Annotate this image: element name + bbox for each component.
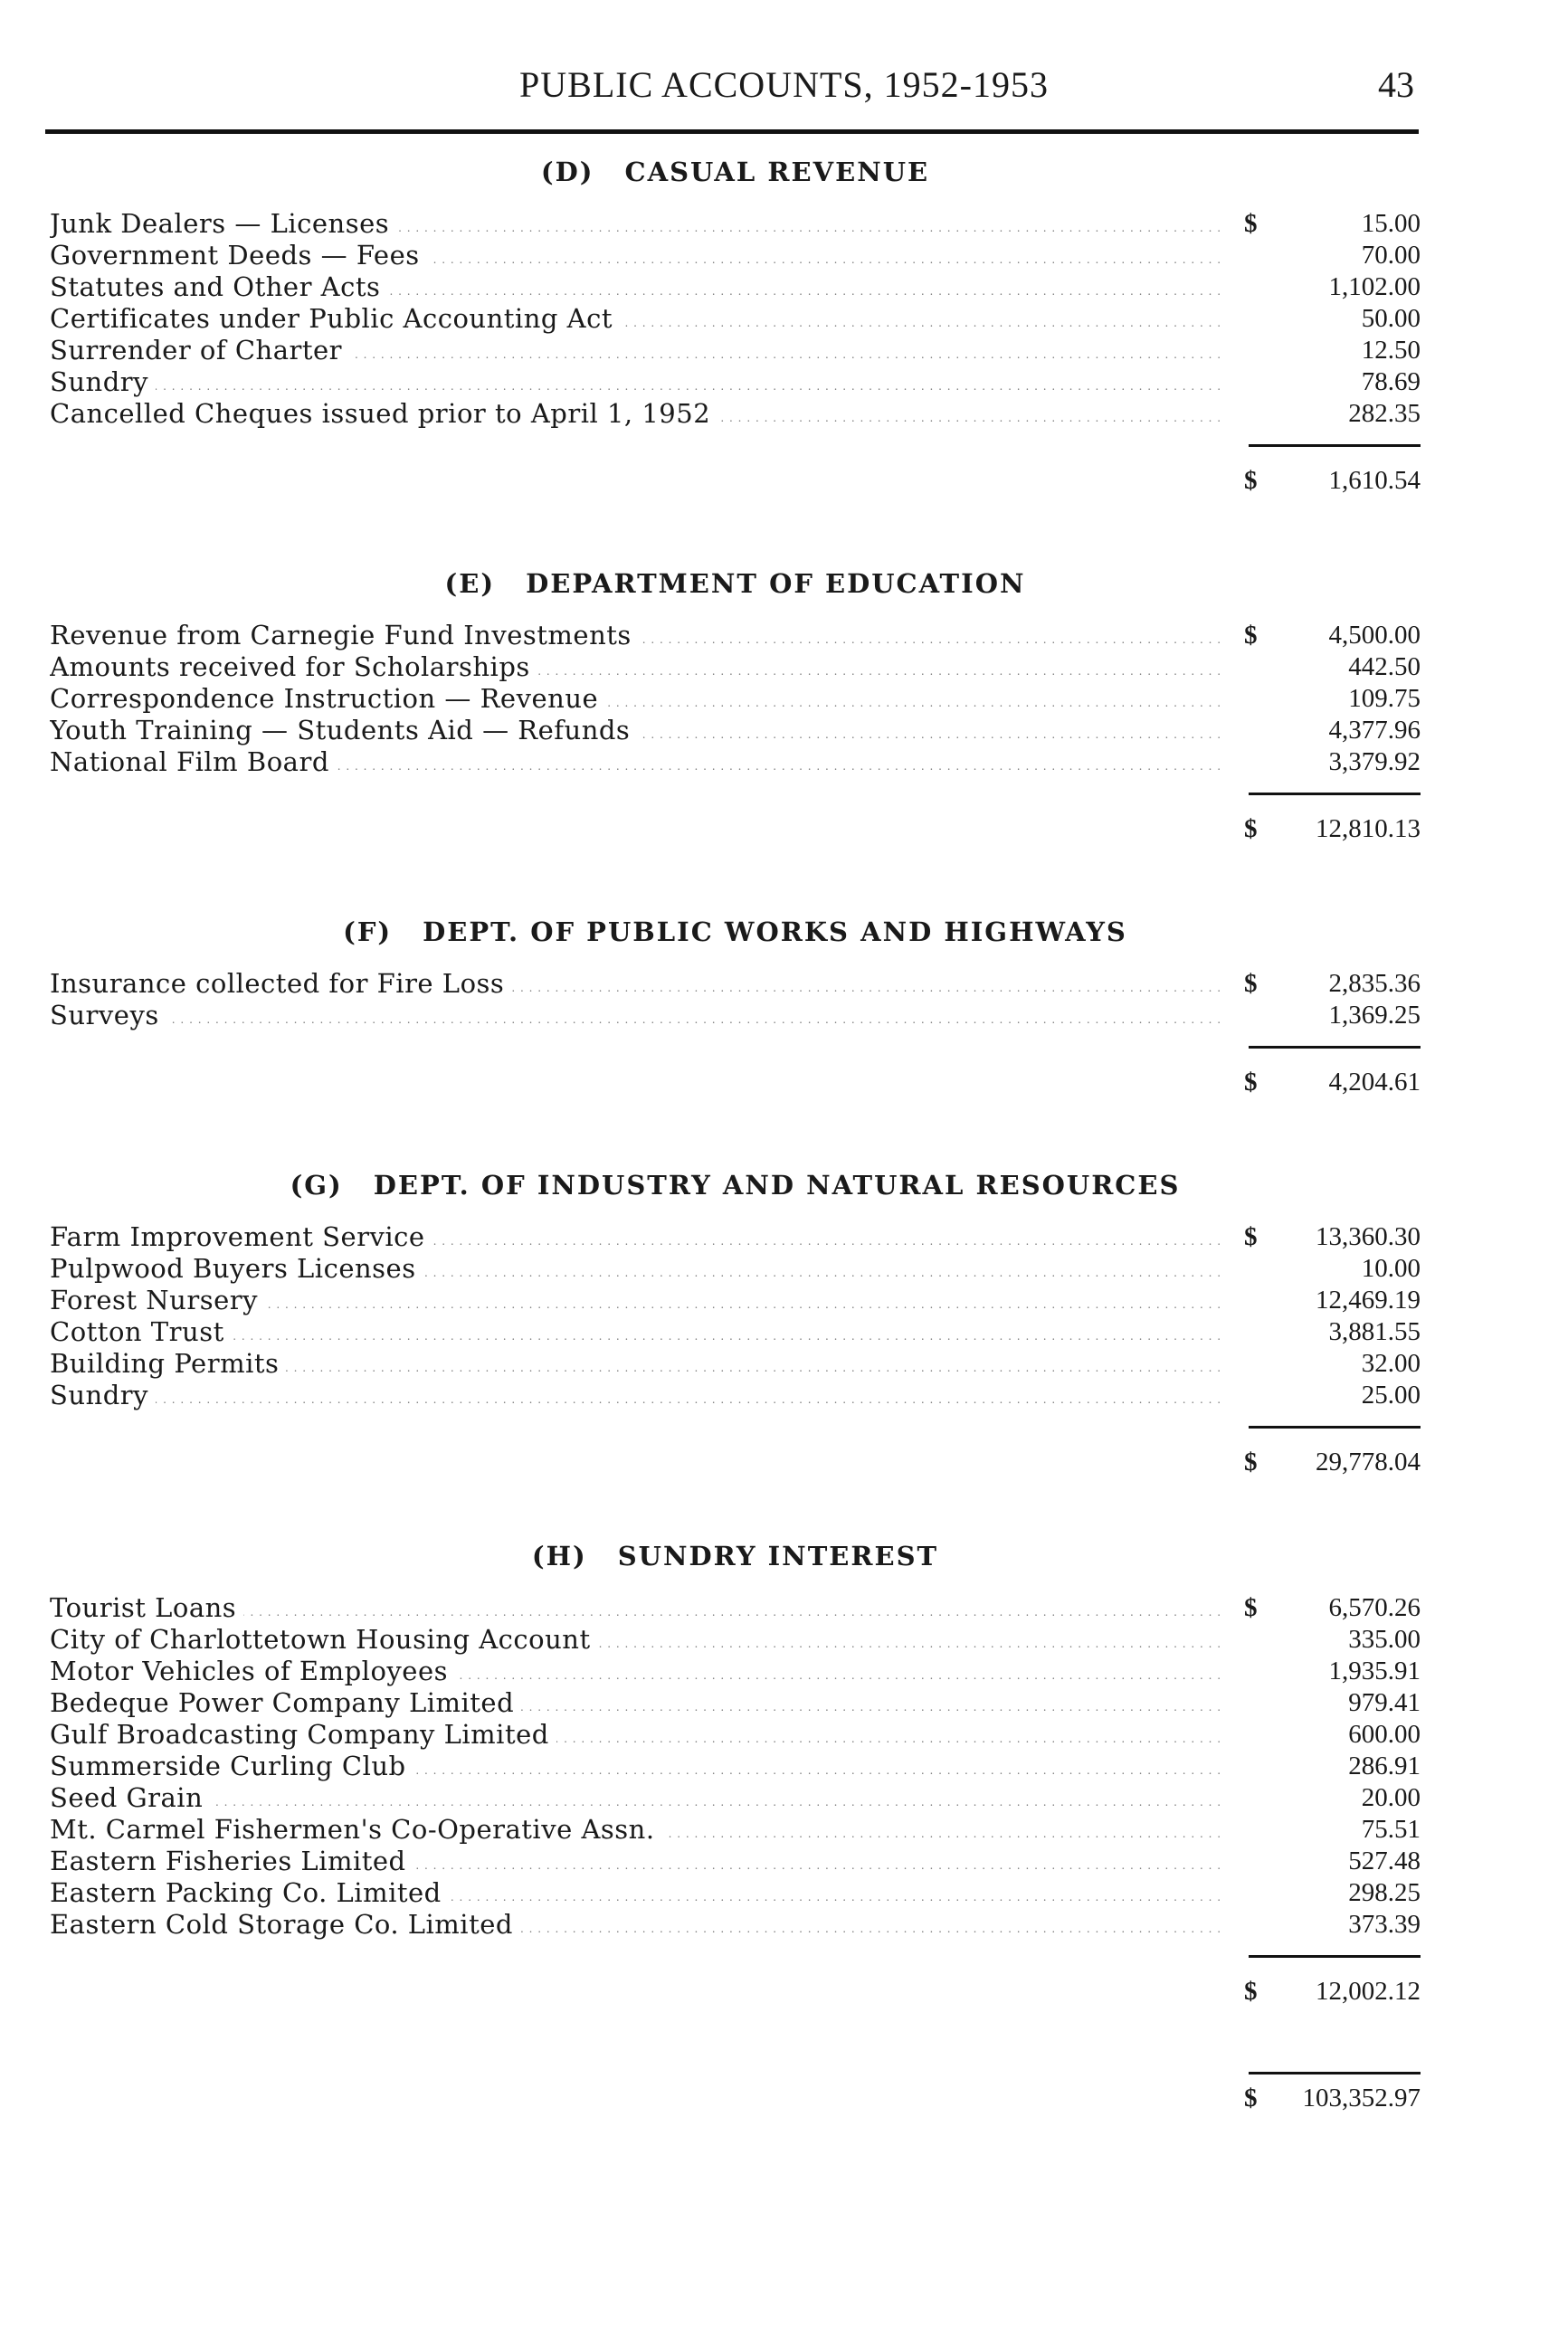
table-row bbox=[50, 208, 1421, 240]
section-heading: CASUAL REVENUE bbox=[624, 157, 930, 187]
table-row bbox=[50, 1348, 1421, 1380]
row-label: Forest Nursery bbox=[50, 1285, 265, 1315]
row-amount: 75.51 bbox=[1361, 1815, 1421, 1844]
grand-total-row bbox=[50, 2072, 1421, 2112]
table-row bbox=[50, 1751, 1421, 1782]
row-amount: 10.00 bbox=[1361, 1254, 1421, 1283]
row-label-container bbox=[50, 1814, 1221, 1846]
row-currency: $ bbox=[1244, 1593, 1258, 1622]
subtotal-row bbox=[50, 1447, 1421, 1486]
row-label: Sundry bbox=[50, 366, 156, 397]
section-title bbox=[50, 1538, 1421, 1592]
table-row bbox=[50, 1687, 1421, 1719]
row-label: Surveys bbox=[50, 1000, 166, 1030]
row-label-container bbox=[50, 1909, 1221, 1941]
row-currency: $ bbox=[1244, 621, 1258, 650]
row-label: Government Deeds — Fees bbox=[50, 240, 427, 271]
subtotal-amount: 29,778.04 bbox=[1316, 1448, 1421, 1476]
table-row bbox=[50, 1909, 1421, 1941]
table-row bbox=[50, 1814, 1421, 1846]
row-label-container bbox=[50, 683, 1221, 715]
subtotal-rule bbox=[1249, 444, 1421, 447]
row-label: Bedeque Power Company Limited bbox=[50, 1687, 521, 1718]
table-row bbox=[50, 398, 1421, 430]
grand-total-amount: 103,352.97 bbox=[1302, 2084, 1421, 2112]
row-amount: 298.25 bbox=[1348, 1878, 1421, 1907]
row-label-container bbox=[50, 746, 1221, 778]
row-label: Statutes and Other Acts bbox=[50, 271, 387, 302]
section-heading: DEPT. OF INDUSTRY AND NATURAL RESOURCES bbox=[373, 1170, 1181, 1201]
section-heading: DEPT. OF PUBLIC WORKS AND HIGHWAYS bbox=[423, 916, 1127, 947]
row-label-container bbox=[50, 1380, 1221, 1411]
row-label-container bbox=[50, 366, 1221, 398]
section-letter: (F) bbox=[343, 916, 393, 947]
header-rule bbox=[45, 129, 1419, 134]
table-row bbox=[50, 1000, 1421, 1031]
row-label: Mt. Carmel Fishermen's Co-Operative Assn. bbox=[50, 1814, 662, 1845]
row-label: Seed Grain bbox=[50, 1782, 210, 1813]
subtotal-currency: $ bbox=[1244, 814, 1258, 843]
row-label-container bbox=[50, 1285, 1221, 1316]
page-number: 43 bbox=[1378, 64, 1414, 105]
row-amount: 1,935.91 bbox=[1328, 1657, 1421, 1685]
row-label-container bbox=[50, 715, 1221, 746]
row-label: Motor Vehicles of Employees bbox=[50, 1656, 455, 1686]
row-amount: 50.00 bbox=[1361, 304, 1421, 333]
section-letter: (G) bbox=[290, 1170, 343, 1201]
row-amount: 282.35 bbox=[1348, 399, 1421, 428]
row-amount: 1,369.25 bbox=[1328, 1001, 1421, 1030]
row-label: Summerside Curling Club bbox=[50, 1751, 413, 1781]
row-currency: $ bbox=[1244, 1222, 1258, 1251]
row-label-container bbox=[50, 1846, 1221, 1877]
table-row bbox=[50, 1719, 1421, 1751]
row-label: Sundry bbox=[50, 1380, 156, 1410]
section-title bbox=[50, 565, 1421, 620]
row-label: Amounts received for Scholarships bbox=[50, 651, 537, 682]
subtotal-amount: 12,810.13 bbox=[1316, 814, 1421, 843]
row-label-container bbox=[50, 1221, 1221, 1253]
table-row bbox=[50, 968, 1421, 1000]
row-label-container bbox=[50, 651, 1221, 683]
table-row bbox=[50, 1877, 1421, 1909]
row-label-container bbox=[50, 335, 1221, 366]
table-row bbox=[50, 240, 1421, 271]
row-amount: 32.00 bbox=[1361, 1349, 1421, 1378]
section-heading: SUNDRY INTEREST bbox=[617, 1541, 939, 1571]
subtotal-amount: 4,204.61 bbox=[1328, 1068, 1421, 1097]
row-label-container bbox=[50, 1253, 1221, 1285]
table-row bbox=[50, 1782, 1421, 1814]
row-label: Building Permits bbox=[50, 1348, 286, 1379]
row-amount: 1,102.00 bbox=[1328, 272, 1421, 301]
section-letter: (E) bbox=[444, 568, 496, 599]
row-amount: 373.39 bbox=[1348, 1910, 1421, 1939]
section-3 bbox=[50, 1167, 1421, 1486]
subtotal-currency: $ bbox=[1244, 1448, 1258, 1476]
table-row bbox=[50, 335, 1421, 366]
table-row bbox=[50, 1656, 1421, 1687]
table-row bbox=[50, 1253, 1421, 1285]
table-row bbox=[50, 651, 1421, 683]
table-row bbox=[50, 366, 1421, 398]
subtotal-amount: 1,610.54 bbox=[1328, 466, 1421, 495]
table-row bbox=[50, 1846, 1421, 1877]
row-label: Certificates under Public Accounting Act bbox=[50, 303, 620, 334]
subtotal-row bbox=[50, 1067, 1421, 1106]
grand-total-currency: $ bbox=[1244, 2084, 1258, 2112]
row-amount: 3,379.92 bbox=[1328, 747, 1421, 776]
section-title bbox=[50, 1167, 1421, 1221]
row-label-container bbox=[50, 1316, 1221, 1348]
row-label: Gulf Broadcasting Company Limited bbox=[50, 1719, 556, 1750]
row-label-container bbox=[50, 208, 1221, 240]
row-amount: 13,360.30 bbox=[1316, 1222, 1421, 1251]
row-label: Farm Improvement Service bbox=[50, 1221, 432, 1252]
row-label: Junk Dealers — Licenses bbox=[50, 208, 396, 239]
row-label-container bbox=[50, 1624, 1221, 1656]
section-title bbox=[50, 154, 1421, 208]
row-currency: $ bbox=[1244, 209, 1258, 238]
row-label-container bbox=[50, 1348, 1221, 1380]
row-label: Eastern Packing Co. Limited bbox=[50, 1877, 449, 1908]
section-2 bbox=[50, 914, 1421, 1106]
row-label-container bbox=[50, 968, 1221, 1000]
table-row bbox=[50, 1624, 1421, 1656]
row-amount: 109.75 bbox=[1348, 684, 1421, 713]
row-amount: 70.00 bbox=[1361, 241, 1421, 270]
row-label: Youth Training — Students Aid — Refunds bbox=[50, 715, 637, 745]
subtotal-rule bbox=[1249, 1955, 1421, 1958]
table-row bbox=[50, 1221, 1421, 1253]
section-4 bbox=[50, 1538, 1421, 2016]
row-currency: $ bbox=[1244, 969, 1258, 998]
row-amount: 2,835.36 bbox=[1328, 969, 1421, 998]
section-letter: (H) bbox=[531, 1541, 587, 1571]
section-0 bbox=[50, 154, 1421, 505]
row-label-container bbox=[50, 1000, 1221, 1031]
row-amount: 979.41 bbox=[1348, 1688, 1421, 1717]
row-label-container bbox=[50, 1782, 1221, 1814]
row-amount: 286.91 bbox=[1348, 1752, 1421, 1780]
row-amount: 20.00 bbox=[1361, 1783, 1421, 1812]
row-amount: 15.00 bbox=[1361, 209, 1421, 238]
row-label-container bbox=[50, 240, 1221, 271]
row-amount: 12.50 bbox=[1361, 336, 1421, 365]
table-row bbox=[50, 1285, 1421, 1316]
row-label: Pulpwood Buyers Licenses bbox=[50, 1253, 423, 1284]
row-label: National Film Board bbox=[50, 746, 337, 777]
page-header-title: PUBLIC ACCOUNTS, 1952-1953 bbox=[519, 64, 1049, 105]
table-row bbox=[50, 683, 1421, 715]
section-title bbox=[50, 914, 1421, 968]
table-row bbox=[50, 1380, 1421, 1411]
subtotal-rule bbox=[1249, 1046, 1421, 1049]
row-amount: 335.00 bbox=[1348, 1625, 1421, 1654]
table-row bbox=[50, 1316, 1421, 1348]
row-label: Cotton Trust bbox=[50, 1316, 232, 1347]
row-label: Insurance collected for Fire Loss bbox=[50, 968, 511, 999]
row-label: Correspondence Instruction — Revenue bbox=[50, 683, 605, 714]
subtotal-currency: $ bbox=[1244, 1068, 1258, 1097]
table-row bbox=[50, 271, 1421, 303]
row-label: Eastern Fisheries Limited bbox=[50, 1846, 413, 1876]
row-label: City of Charlottetown Housing Account bbox=[50, 1624, 598, 1655]
row-amount: 442.50 bbox=[1348, 652, 1421, 681]
section-letter: (D) bbox=[540, 157, 594, 187]
row-label-container bbox=[50, 1719, 1221, 1751]
row-label-container bbox=[50, 271, 1221, 303]
row-label-container bbox=[50, 1877, 1221, 1909]
row-label: Surrender of Charter bbox=[50, 335, 349, 366]
subtotal-currency: $ bbox=[1244, 466, 1258, 495]
row-amount: 6,570.26 bbox=[1328, 1593, 1421, 1622]
subtotal-amount: 12,002.12 bbox=[1316, 1977, 1421, 2006]
row-label-container bbox=[50, 1592, 1221, 1624]
subtotal-row bbox=[50, 1976, 1421, 2016]
row-label-container bbox=[50, 620, 1221, 651]
row-label: Cancelled Cheques issued prior to April 1, 1952 bbox=[50, 398, 717, 429]
row-amount: 78.69 bbox=[1361, 367, 1421, 396]
row-amount: 4,500.00 bbox=[1328, 621, 1421, 650]
table-row bbox=[50, 715, 1421, 746]
subtotal-row bbox=[50, 465, 1421, 505]
row-label-container bbox=[50, 1687, 1221, 1719]
row-amount: 600.00 bbox=[1348, 1720, 1421, 1749]
table-row bbox=[50, 746, 1421, 778]
subtotal-rule bbox=[1249, 793, 1421, 795]
section-1 bbox=[50, 565, 1421, 853]
row-label-container bbox=[50, 303, 1221, 335]
subtotal-rule bbox=[1249, 1426, 1421, 1429]
table-row bbox=[50, 303, 1421, 335]
row-amount: 527.48 bbox=[1348, 1847, 1421, 1875]
row-label-container bbox=[50, 398, 1221, 430]
row-amount: 12,469.19 bbox=[1316, 1286, 1421, 1315]
row-amount: 25.00 bbox=[1361, 1381, 1421, 1410]
row-amount: 4,377.96 bbox=[1328, 716, 1421, 745]
row-amount: 3,881.55 bbox=[1328, 1317, 1421, 1346]
row-label-container bbox=[50, 1656, 1221, 1687]
table-row bbox=[50, 1592, 1421, 1624]
row-label: Revenue from Carnegie Fund Investments bbox=[50, 620, 639, 650]
table-row bbox=[50, 620, 1421, 651]
subtotal-currency: $ bbox=[1244, 1977, 1258, 2006]
row-label-container bbox=[50, 1751, 1221, 1782]
row-label: Eastern Cold Storage Co. Limited bbox=[50, 1909, 520, 1940]
subtotal-row bbox=[50, 813, 1421, 853]
section-heading: DEPARTMENT OF EDUCATION bbox=[526, 568, 1026, 599]
row-label: Tourist Loans bbox=[50, 1592, 243, 1623]
